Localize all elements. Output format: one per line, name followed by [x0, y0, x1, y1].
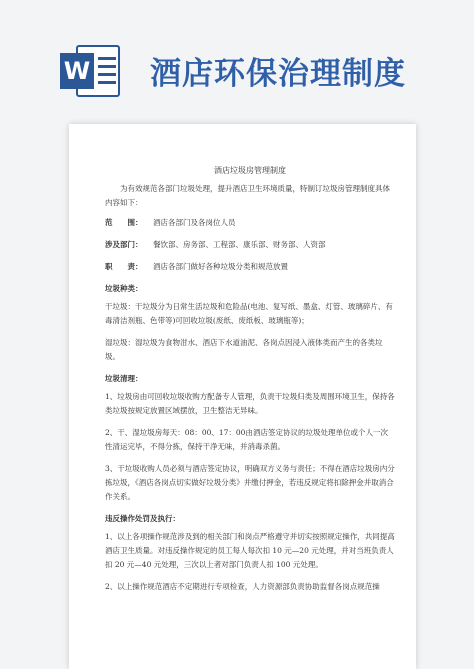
document-content: [105, 164, 395, 602]
field-duties: [105, 260, 395, 274]
list-item: 2、干、湿垃圾房每天：08：00、17：00由酒店签定协议的垃圾处理单位或个人一次性清运完毕，不得分拣，保持干净无味，并消毒杀菌。: [105, 428, 388, 451]
intro-paragraph: 为有效规范各部门垃圾处理，提升酒店卫生环境质量，特制订垃圾房管理制度具体内容如下：: [105, 184, 390, 207]
word-document-icon: [60, 39, 122, 103]
field-value: 餐饮部、房务部、工程部、康乐部、财务部、人资部: [153, 240, 326, 249]
list-item: 3、干垃圾收购人员必须与酒店签定协议，明确双方义务与责任；不得在酒店垃圾房内分拣垃圾，《酒店各岗点切实做好垃圾分类》并缴付押金，若违反规定将扣除押金并取消合作关系。: [105, 464, 395, 501]
list-item: 2、以上操作规范酒店不定期进行专项检查，人力资源部负责协助监督各岗点规范操: [105, 582, 380, 591]
cleaning-heading: 垃圾清理：: [105, 374, 143, 383]
document-banner: [0, 0, 474, 112]
list-item: 1、以上各项操作规范涉及到的相关部门和岗点严格遵守并切实按照规定操作，共同提高酒店卫生质量。对违反操作规定的员工每人每次扣 10 元—20 元处理，并对当班负责人扣 20 元—40 元处理，三次以上者对部门负责人扣 100 元处理。: [105, 532, 395, 569]
list-item: 湿垃圾：湿垃圾为食物泔水、酒店下水道油泥、各岗点因浸入液体类而产生的各类垃圾。: [105, 338, 383, 361]
list-item: 干垃圾：干垃圾分为日常生活垃圾和危险品(电池、复写纸、墨盒、灯管、玻璃碎片、有毒清洁剂瓶、色带等)可回收垃圾(废纸、废纸板、玻璃瓶等)；: [105, 302, 393, 325]
banner-title: 酒店环保治理制度: [150, 56, 406, 92]
word-badge: W: [60, 53, 94, 89]
types-heading: 垃圾种类：: [105, 284, 143, 293]
document-page: [69, 124, 416, 669]
list-item: 1、垃圾房由可回收垃圾收购方配备专人管理，负责干垃圾归类及周围环境卫生，保持各类垃圾按规定放置区域摆放，卫生整洁无异味。: [105, 392, 395, 415]
field-departments: [105, 238, 395, 252]
field-label: 职 责：: [105, 262, 143, 271]
field-value: 酒店各部门做好各种垃圾分类和规范放置: [153, 262, 288, 271]
field-label: 范 围：: [105, 218, 143, 227]
field-value: 酒店各部门及各岗位人员: [153, 218, 236, 227]
field-label: 涉及部门：: [105, 240, 143, 249]
penalty-heading: 违反操作处罚及执行：: [105, 514, 180, 523]
field-scope: [105, 216, 395, 230]
document-heading: 酒店垃圾房管理制度: [214, 166, 286, 175]
